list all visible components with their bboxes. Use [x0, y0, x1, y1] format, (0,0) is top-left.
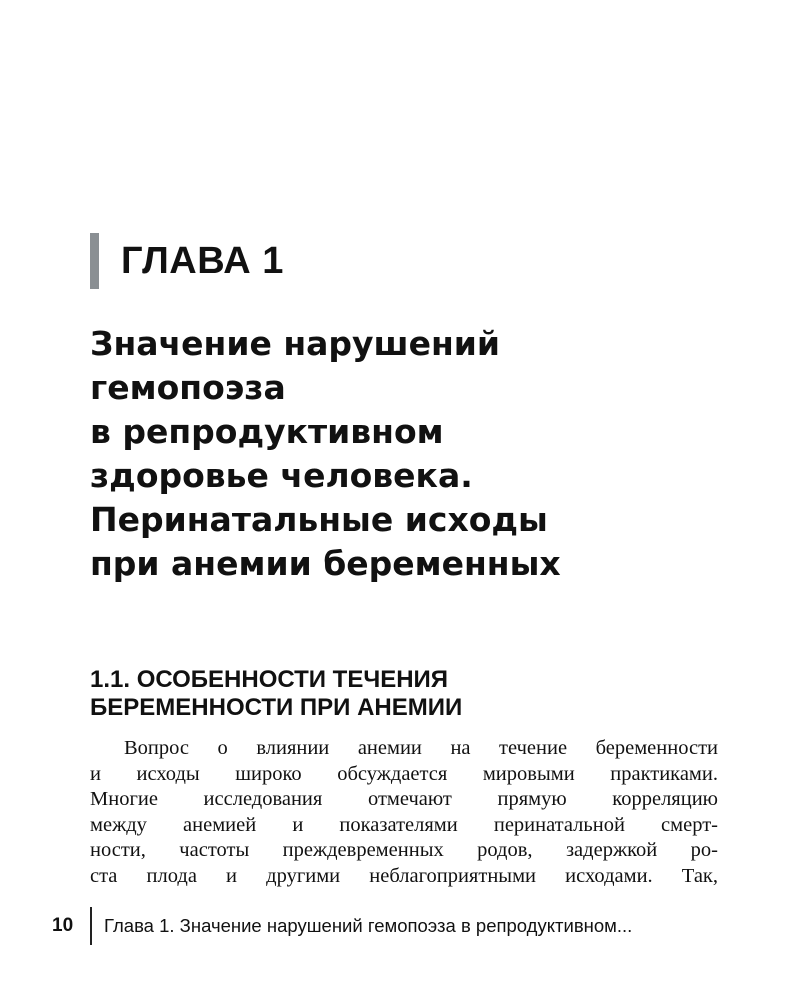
body-line: между анемией и показателями перинатальной смерт- — [90, 813, 718, 836]
body-line: Многие исследования отмечают прямую корреляцию — [90, 788, 718, 810]
body-line: Вопрос о влиянии анемии на течение беременности — [124, 737, 718, 759]
chapter-title-line: Значение нарушений — [90, 324, 501, 363]
page-footer — [52, 906, 632, 946]
section-heading-line: БЕРЕМЕННОСТИ ПРИ АНЕМИИ — [90, 694, 463, 721]
body-line: ности, частоты преждевременных родов, задержкой ро- — [90, 839, 718, 861]
chapter-title-line: гемопоэза — [90, 368, 286, 407]
chapter-title-line: в репродуктивном — [90, 412, 444, 451]
section-heading-line: 1.1. ОСОБЕННОСТИ ТЕЧЕНИЯ — [90, 666, 449, 693]
chapter-label: ГЛАВА 1 — [121, 239, 284, 282]
chapter-heading — [90, 232, 284, 290]
body-line: и исходы широко обсуждается мировыми практиками. — [90, 762, 718, 785]
section-heading — [90, 666, 730, 722]
running-head: Глава 1. Значение нарушений гемопоэза в репродуктивном... — [104, 915, 633, 936]
footer-divider — [90, 907, 92, 945]
chapter-title-line: здоровье человека. — [90, 456, 473, 495]
body-paragraph — [90, 736, 718, 889]
chapter-title-line: Перинатальные исходы — [90, 500, 548, 539]
chapter-title — [90, 322, 750, 586]
chapter-title-line: при анемии беременных — [90, 544, 561, 583]
body-line: ста плода и другими неблагоприятными исходами. Так, — [90, 864, 718, 887]
chapter-accent-bar — [90, 233, 99, 289]
page-number: 10 — [52, 915, 74, 936]
